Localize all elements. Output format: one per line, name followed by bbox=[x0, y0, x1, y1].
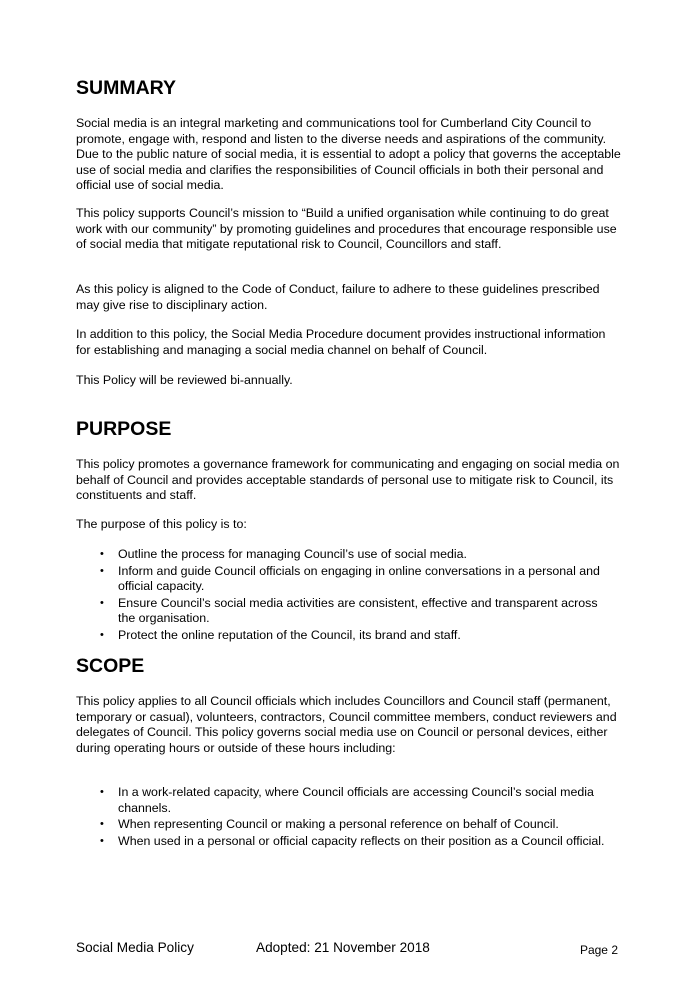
list-item: • Outline the process for managing Council’s use of social media. bbox=[100, 547, 467, 561]
bullet-icon: • bbox=[100, 548, 104, 560]
purpose-paragraph-1: This policy promotes a governance framework for communicating and engaging on social media on behalf of Council and provides acceptable standards of personal use to mitigate risk to Council, its constituents and staff. bbox=[76, 457, 620, 503]
list-item: • Protect the online reputation of the Council, its brand and staff. bbox=[100, 627, 461, 642]
list-item: • In a work-related capacity, where Council officials are accessing Council’s social media channels. bbox=[100, 785, 594, 815]
purpose-bullet-list bbox=[76, 547, 621, 645]
summary-paragraph-5: This Policy will be reviewed bi-annually. bbox=[76, 373, 293, 387]
summary-paragraph-4: In addition to this policy, the Social Media Procedure document provides instructional information for establishing and managing a social media channel on behalf of Council. bbox=[76, 327, 606, 357]
summary-paragraph-1: Social media is an integral marketing and communications tool for Cumberland City Council to promote, engage with, respond and listen to the diverse needs and aspirations of the community. Due to the public nature of social media, it is essential to adopt a policy that governs the acceptable use of social media and clarifies the responsibilities of Council officials in both their personal and official use of social media. bbox=[76, 116, 621, 193]
list-item: • When used in a personal or official capacity reflects on their position as a Council official. bbox=[100, 833, 605, 848]
footer-page-number: Page 2 bbox=[579, 943, 618, 957]
bullet-icon: • bbox=[100, 786, 104, 798]
scope-bullet-list bbox=[76, 785, 621, 850]
scope-paragraph-1: This policy applies to all Council officials which includes Councillors and Council staff (permanent, temporary or casual), volunteers, contractors, Council committee members, conduct reviewers and delegates of Council. This policy governs social media use on Council or personal devices, either during operating hours or outside of these hours including: bbox=[76, 694, 617, 755]
footer-document-title: Social Media Policy bbox=[76, 940, 194, 955]
purpose-heading: PURPOSE bbox=[76, 418, 172, 440]
bullet-icon: • bbox=[100, 596, 104, 609]
bullet-icon: • bbox=[100, 564, 104, 577]
purpose-paragraph-2: The purpose of this policy is to: bbox=[76, 517, 247, 531]
bullet-icon: • bbox=[100, 834, 104, 847]
summary-paragraph-2: This policy supports Council’s mission to “Build a unified organisation while continuing to do great work with our community” by promoting guidelines and procedures that encourage responsible use of social media that mitigate reputational risk to Council, Councillors and staff. bbox=[76, 206, 617, 252]
bullet-icon: • bbox=[100, 628, 104, 641]
scope-heading: SCOPE bbox=[76, 655, 145, 677]
bullet-icon: • bbox=[100, 818, 104, 831]
list-item: • Inform and guide Council officials on engaging in online conversations in a personal and official capacity. bbox=[100, 563, 600, 594]
footer-adopted-date: Adopted: 21 November 2018 bbox=[256, 940, 430, 955]
page-footer bbox=[76, 940, 621, 960]
list-item: • Ensure Council’s social media activities are consistent, effective and transparent across the organisation. bbox=[100, 595, 598, 626]
list-item: • When representing Council or making a personal reference on behalf of Council. bbox=[100, 817, 559, 832]
summary-heading: SUMMARY bbox=[76, 77, 177, 99]
summary-paragraph-3: As this policy is aligned to the Code of Conduct, failure to adhere to these guidelines prescribed may give rise to disciplinary action. bbox=[76, 282, 600, 312]
